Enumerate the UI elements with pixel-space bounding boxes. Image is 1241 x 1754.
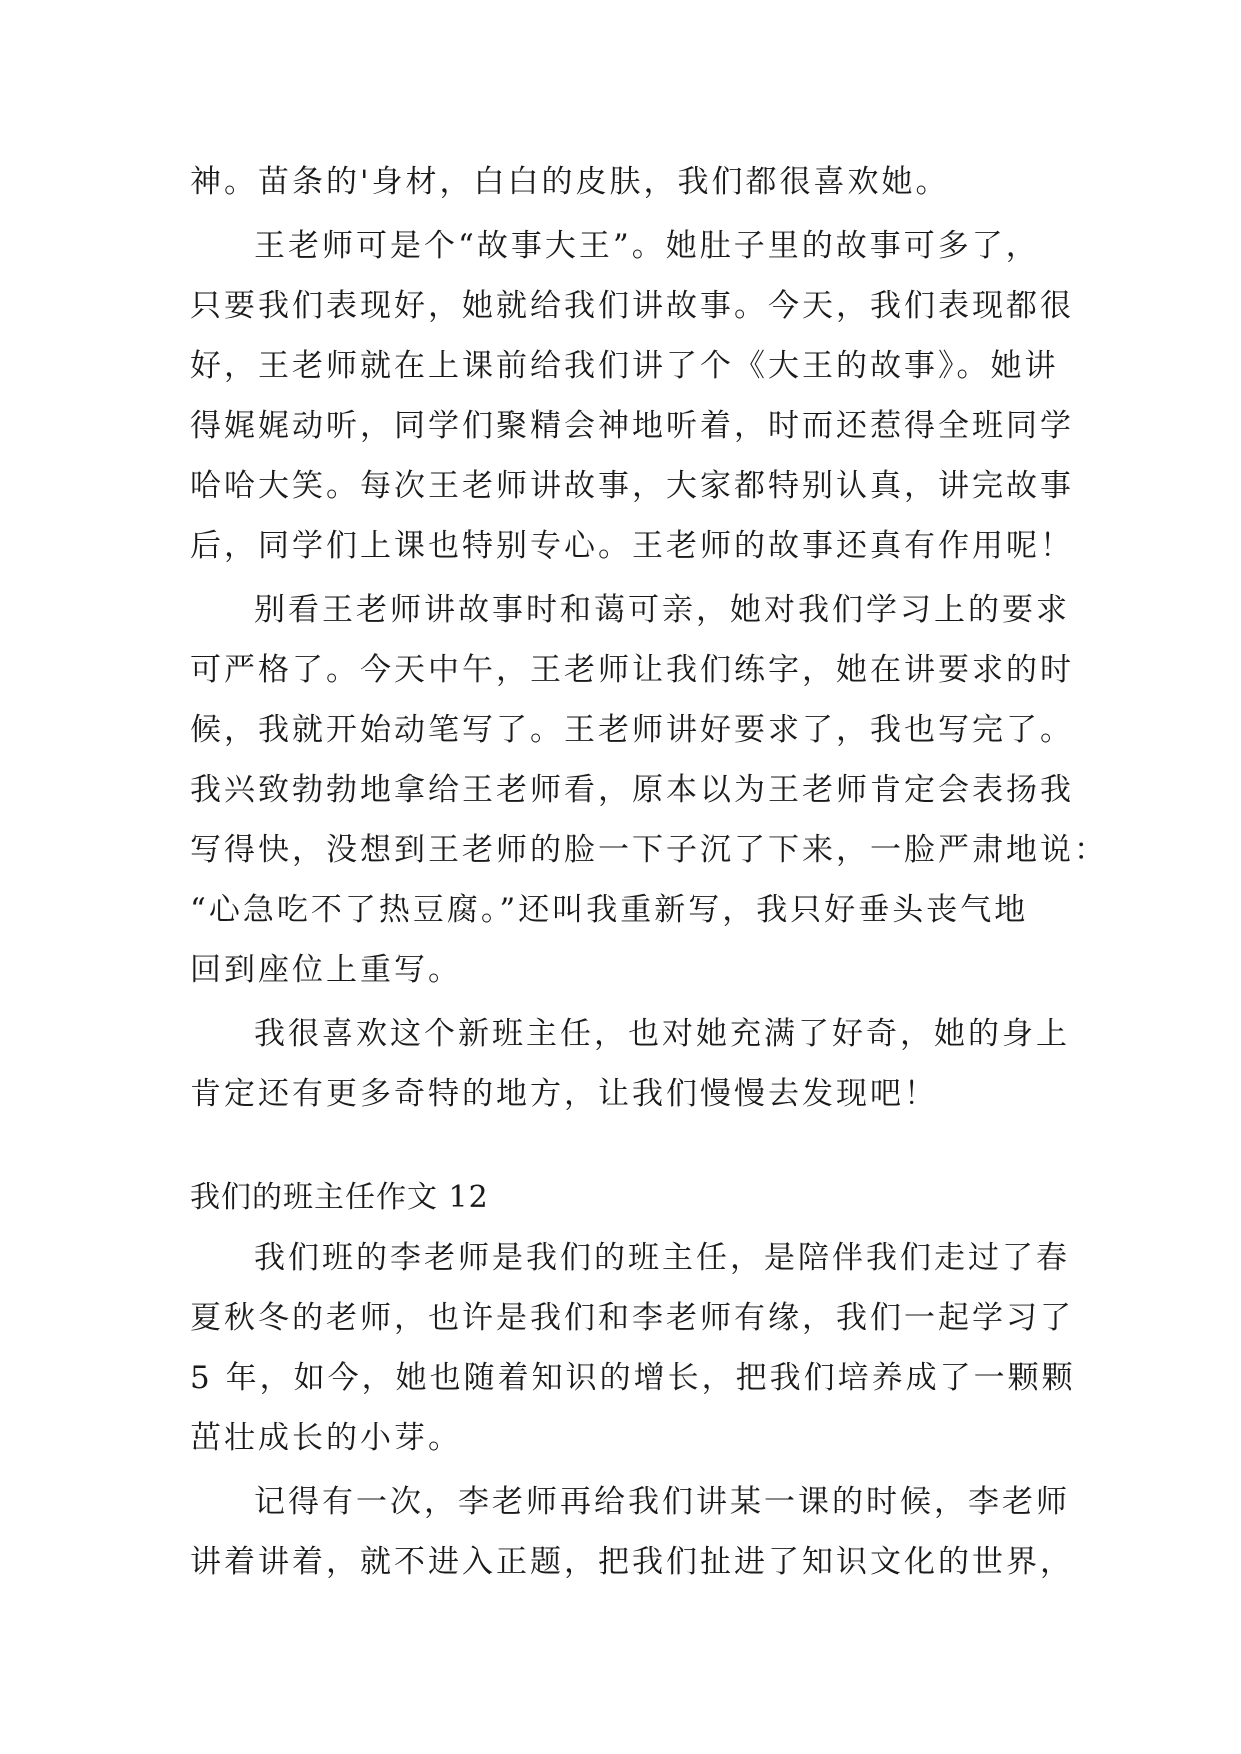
paragraph-line: 王老师可是个“故事大王”。她肚子里的故事可多了， — [254, 228, 1040, 264]
paragraph-line: 我兴致勃勃地拿给王老师看，原本以为王老师肯定会表扬我 — [190, 772, 1074, 808]
essay-title: 我们的班主任作文 12 — [190, 1180, 489, 1215]
paragraph-line: 回到座位上重写。 — [190, 952, 462, 988]
paragraph-line: 可严格了。今天中午，王老师让我们练字，她在讲要求的时 — [190, 652, 1074, 688]
paragraph-line: 候，我就开始动笔写了。王老师讲好要求了，我也写完了。 — [190, 712, 1074, 748]
paragraph-line: “心急吃不了热豆腐。”还叫我重新写，我只好垂头丧气地 — [190, 892, 1029, 928]
paragraph-line: 得娓娓动听，同学们聚精会神地听着，时而还惹得全班同学 — [190, 408, 1074, 444]
paragraph-line: 神。苗条的'身材，白白的皮肤，我们都很喜欢她。 — [190, 164, 950, 200]
paragraph-line: 5 年，如今，她也随着知识的增长，把我们培养成了一颗颗 — [190, 1360, 1076, 1396]
paragraph-line: 讲着讲着，就不进入正题，把我们扯进了知识文化的世界， — [190, 1544, 1074, 1580]
paragraph-line: 后，同学们上课也特别专心。王老师的故事还真有作用呢！ — [190, 528, 1074, 564]
paragraph-line: 我很喜欢这个新班主任，也对她充满了好奇，她的身上 — [254, 1016, 1070, 1052]
paragraph-line: 记得有一次，李老师再给我们讲某一课的时候，李老师 — [254, 1484, 1070, 1520]
paragraph-line: 茁壮成长的小芽。 — [190, 1420, 462, 1456]
paragraph-line: 哈哈大笑。每次王老师讲故事，大家都特别认真，讲完故事 — [190, 468, 1074, 504]
paragraph-line: 别看王老师讲故事时和蔼可亲，她对我们学习上的要求 — [254, 592, 1070, 628]
paragraph-line: 夏秋冬的老师，也许是我们和李老师有缘，我们一起学习了 — [190, 1300, 1074, 1336]
paragraph-line: 只要我们表现好，她就给我们讲故事。今天，我们表现都很 — [190, 288, 1074, 324]
paragraph-line: 我们班的李老师是我们的班主任，是陪伴我们走过了春 — [254, 1240, 1070, 1276]
paragraph-line: 写得快，没想到王老师的脸一下子沉了下来，一脸严肃地说： — [190, 832, 1108, 868]
paragraph-line: 肯定还有更多奇特的地方，让我们慢慢去发现吧！ — [190, 1076, 938, 1112]
paragraph-line: 好，王老师就在上课前给我们讲了个《大王的故事》。她讲 — [190, 348, 1059, 384]
